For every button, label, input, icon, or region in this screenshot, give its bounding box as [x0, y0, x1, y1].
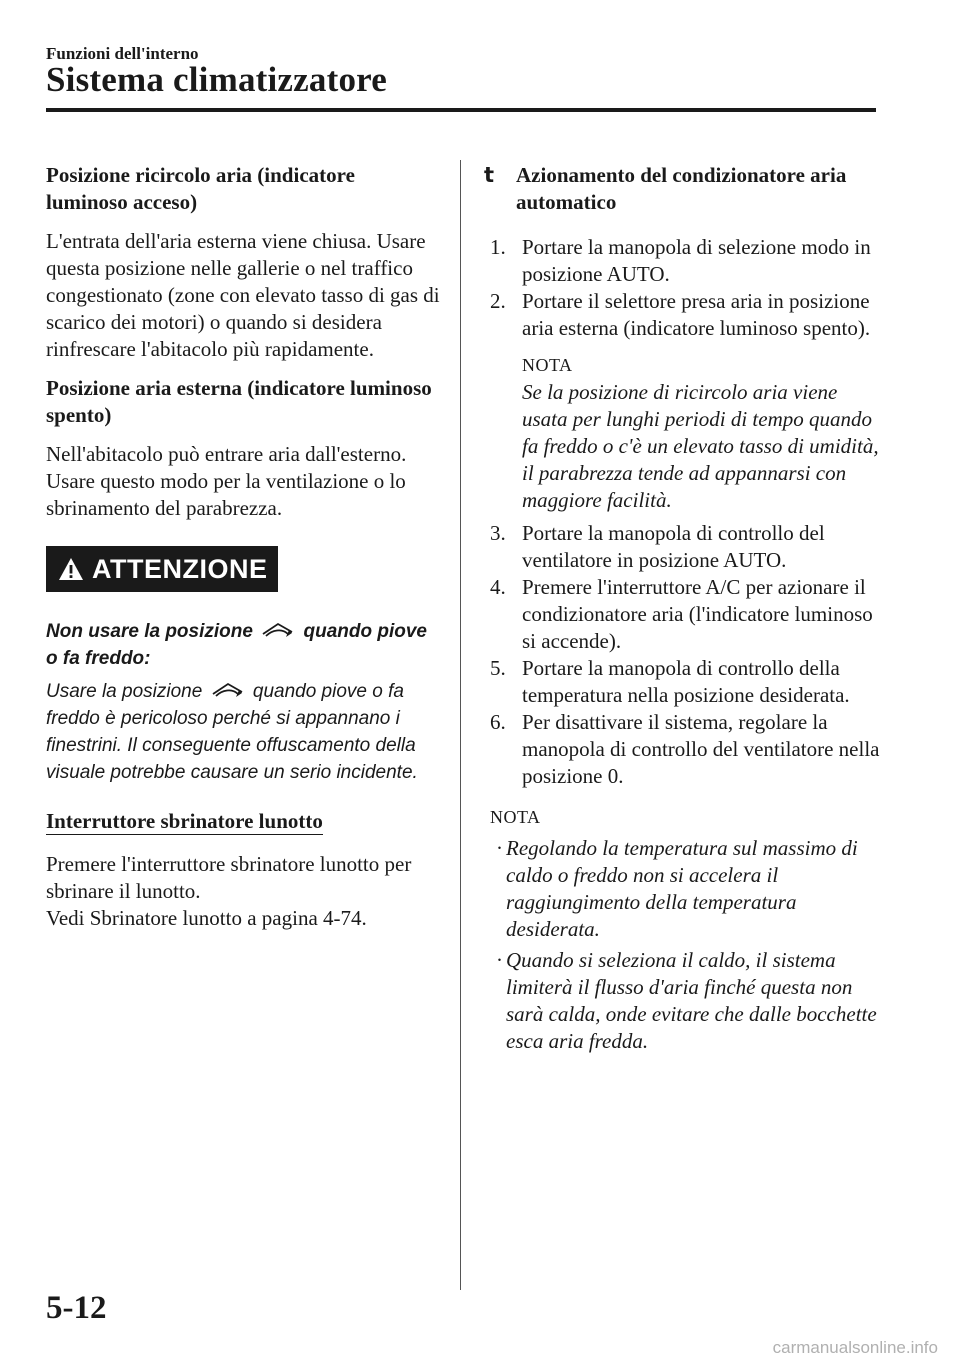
note-bullet-item — [490, 835, 884, 943]
recirculation-icon — [258, 620, 298, 640]
step-text: Premere l'interruttore A/C per azionare il condizionatore aria (l'indicatore luminoso si accende). — [522, 575, 873, 653]
list-item — [484, 234, 884, 288]
section-label: Funzioni dell'interno — [46, 44, 199, 63]
column-divider — [460, 160, 461, 1290]
watermark: carmanualsonline.info — [772, 1338, 938, 1357]
step-number: 6. — [490, 710, 506, 734]
recirc-text: L'entrata dell'aria esterna viene chiusa. Usare questa posizione nelle gallerie o nel traffico congestionato (zone con elevato tasso di gas di scarico dei motori) o quando si desidera rinfrescare l'abitacolo più rapidamente. — [46, 229, 440, 361]
list-item — [484, 288, 884, 342]
step-text: Per disattivare il sistema, regolare la manopola di controllo del ventilatore nella posizione 0. — [522, 710, 880, 788]
header-rule — [46, 108, 876, 112]
note-label: NOTA — [522, 355, 573, 375]
rear-defroster-reference: Vedi Sbrinatore lunotto a pagina 4-74. — [46, 906, 367, 930]
step-text: Portare la manopola di controllo del ventilatore in posizione AUTO. — [522, 521, 825, 572]
step-number: 5. — [490, 656, 506, 680]
page-number: 5-12 — [46, 1290, 107, 1326]
recirc-heading: Posizione ricircolo aria (indicatore luminoso acceso) — [46, 163, 355, 214]
rear-defroster-heading: Interruttore sbrinatore lunotto — [46, 809, 323, 833]
auto-ac-heading — [484, 162, 884, 216]
bullet-dot: · — [496, 948, 503, 972]
caution-body-part2: quando piove o fa freddo è pericoloso perché si appannano i finestrini. Il conseguente offuscamento della visuale potrebbe causare un serio incidente. — [46, 681, 418, 783]
outside-air-heading: Posizione aria esterna (indicatore luminoso spento) — [46, 376, 432, 427]
caution-heading-part2: quando piove o fa freddo: — [46, 621, 427, 669]
rear-defroster-text: Premere l'interruttore sbrinatore lunotto per sbrinare il lunotto. — [46, 852, 412, 903]
step-text: Portare la manopola di controllo della temperatura nella posizione desiderata. — [522, 656, 850, 707]
list-item — [484, 520, 884, 574]
note-text: Se la posizione di ricircolo aria viene usata per lunghi periodi di tempo quando fa freddo o c'è un elevato tasso di umidità, il parabrezza tende ad appannarsi con maggiore facilità. — [522, 380, 879, 512]
step-number: 4. — [490, 575, 506, 599]
note-bullet-text: Quando si seleziona il caldo, il sistema limiterà il flusso d'aria finché questa non sarà calda, onde evitare che dalle bocchette esca aria fredda. — [506, 948, 877, 1053]
outside-air-text: Nell'abitacolo può entrare aria dall'esterno. Usare questo modo per la ventilazione o lo sbrinamento del parabrezza. — [46, 442, 407, 520]
caution-heading — [46, 618, 441, 672]
note-bullet-item — [490, 947, 884, 1055]
note-temperature — [484, 804, 884, 1055]
warning-banner — [46, 546, 278, 592]
step-number: 2. — [490, 289, 506, 313]
warning-label: ATTENZIONE — [92, 553, 268, 584]
section-bullet: t — [484, 163, 495, 187]
caution-body — [46, 678, 441, 786]
step-text: Portare la manopola di selezione modo in posizione AUTO. — [522, 235, 871, 286]
right-column — [484, 162, 884, 1055]
recirculation-icon — [208, 680, 248, 700]
note-recirculation — [484, 352, 884, 514]
caution-body-part1: Usare la posizione — [46, 681, 203, 702]
list-item — [484, 655, 884, 709]
step-number: 3. — [490, 521, 506, 545]
warning-triangle-icon — [58, 557, 84, 581]
list-item — [484, 709, 884, 790]
caution-heading-part1: Non usare la posizione — [46, 621, 253, 642]
step-number: 1. — [490, 235, 506, 259]
bullet-dot: · — [496, 836, 503, 860]
step-text: Portare il selettore presa aria in posizione aria esterna (indicatore luminoso spento). — [522, 289, 871, 340]
note-bullet-text: Regolando la temperatura sul massimo di caldo o freddo non si accelera il raggiungimento della temperatura desiderata. — [506, 836, 858, 941]
page-title: Sistema climatizzatore — [46, 60, 387, 99]
auto-ac-heading-text: Azionamento del condizionatore aria automatico — [516, 163, 847, 214]
steps-list — [484, 234, 884, 790]
list-item — [484, 574, 884, 655]
note-label: NOTA — [490, 807, 541, 827]
left-column — [46, 162, 441, 944]
